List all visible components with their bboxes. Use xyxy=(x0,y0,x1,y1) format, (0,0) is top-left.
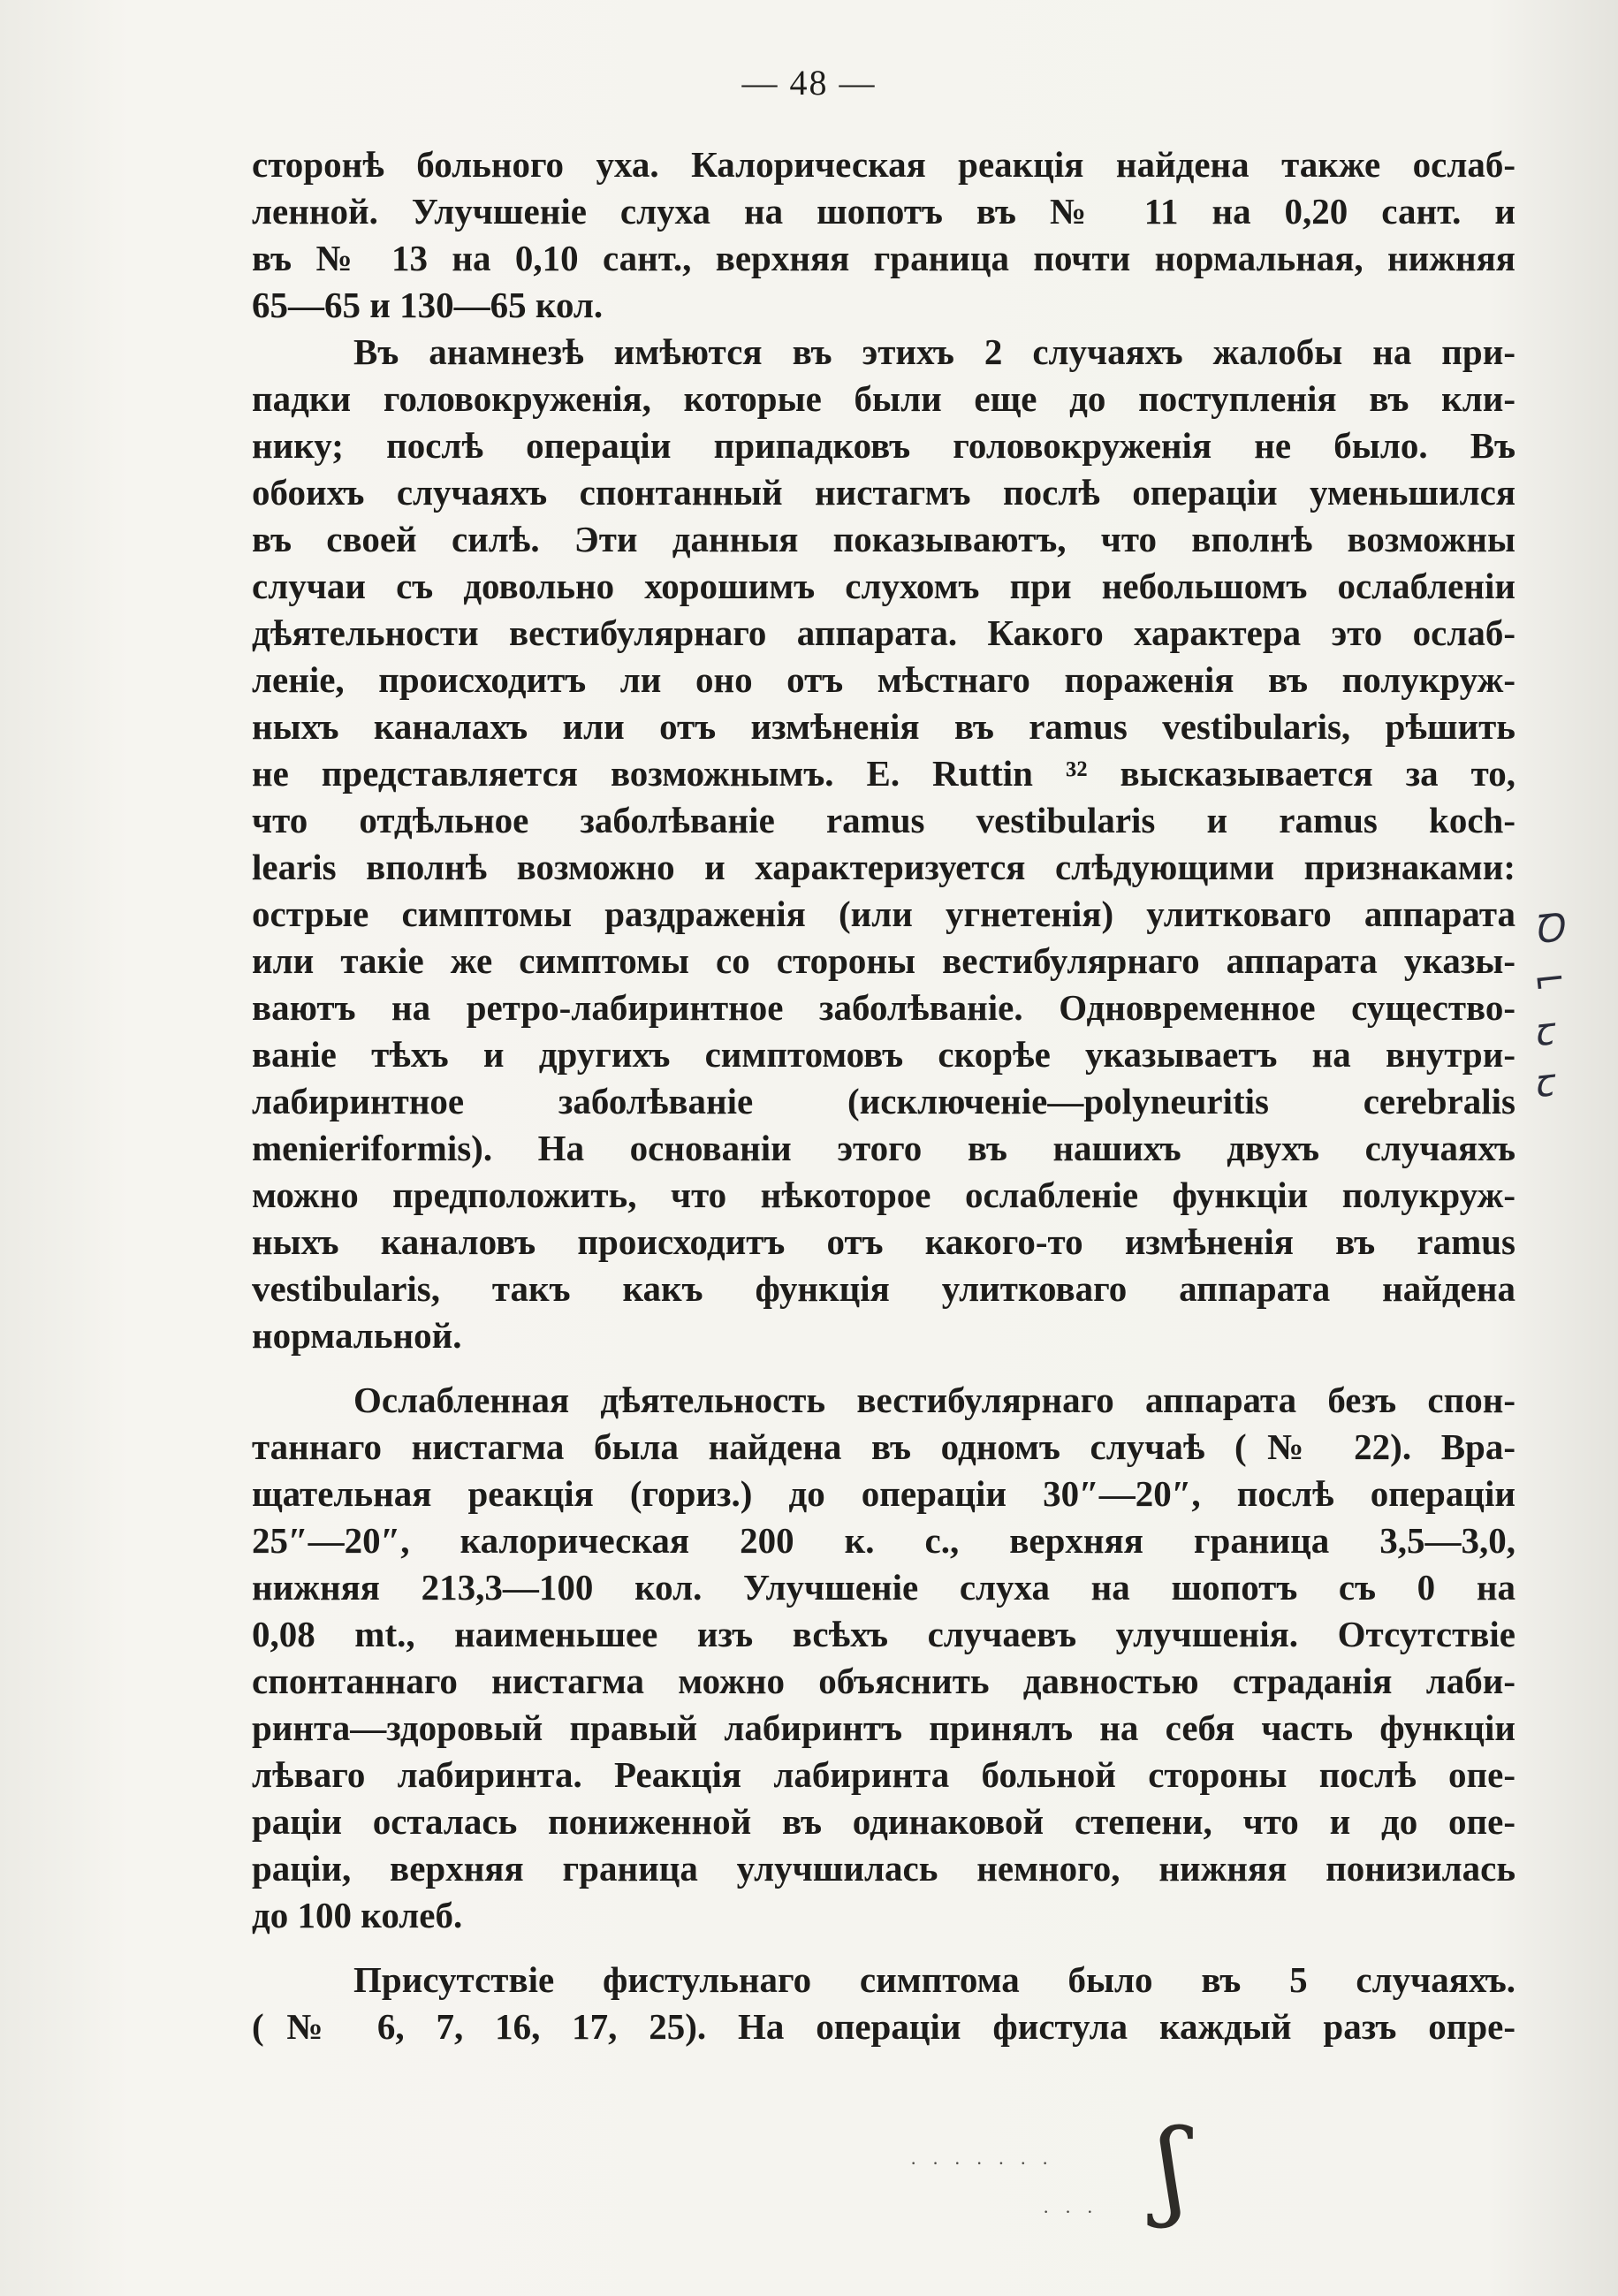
text-line: лѣваго лабиринта. Реакція лабиринта больной стороны послѣ опе- xyxy=(252,1754,1515,1795)
margin-note-mark: ⌐ xyxy=(1531,955,1569,1005)
text-line: menieriformis). На основаніи этого въ нашихъ двухъ случаяхъ xyxy=(252,1128,1515,1168)
stamp-dots-lower: · · · xyxy=(1043,2201,1098,2223)
page-number: — 48 — xyxy=(741,63,877,103)
text-line: Въ анамнезѣ имѣются въ этихъ 2 случаяхъ жалобы на при- xyxy=(353,331,1515,372)
margin-note-mark: ꞇ xyxy=(1531,1060,1555,1107)
text-line: или такіе же симптомы со стороны вестибулярнаго аппарата указы- xyxy=(252,940,1515,981)
text-line: таннаго нистагма была найдена въ одномъ случаѣ (№ 22). Вра- xyxy=(252,1426,1515,1467)
text-line: ленной. Улучшеніе слуха на шопотъ въ № 11 на 0,20 сант. и xyxy=(252,191,1515,232)
text-line: падки головокруженія, которые были еще до поступленія въ кли- xyxy=(252,378,1515,419)
stamp-dots: · · · · · · · xyxy=(910,2152,1054,2174)
text-line: въ № 13 на 0,10 сант., верхняя граница почти нормальная, нижняя xyxy=(252,238,1515,278)
paragraph-gap xyxy=(252,1359,1515,1377)
text-line: ваютъ на ретро-лабиринтное заболѣваніе. Одновременное существо- xyxy=(252,987,1515,1028)
text-line: vestibularis, такъ какъ функція улитковаго аппарата найдена xyxy=(252,1268,1515,1309)
text-line: что отдѣльное заболѣваніе ramus vestibularis и ramus koch- xyxy=(252,800,1515,840)
text-line: Ослабленная дѣятельность вестибулярнаго аппарата безъ спон- xyxy=(353,1380,1515,1420)
text-line: случаи съ довольно хорошимъ слухомъ при небольшомъ ослабленіи xyxy=(252,566,1515,606)
margin-note-mark: Ꝺ xyxy=(1531,905,1566,954)
text-line: ваніе тѣхъ и другихъ симптомовъ скорѣе указываетъ на внутри- xyxy=(252,1034,1515,1075)
text-line: 25″—20″, калорическая 200 к. с., верхняя граница 3,5—3,0, xyxy=(252,1520,1515,1561)
text-line: ныхъ каналахъ или отъ измѣненія въ ramus vestibularis, рѣшить xyxy=(252,706,1515,747)
text-line: острые симптомы раздраженія (или угнетенія) улитковаго аппарата xyxy=(252,893,1515,934)
text-line: ныхъ каналовъ происходитъ отъ какого-то измѣненія въ ramus xyxy=(252,1221,1515,1262)
text-line: обоихъ случаяхъ спонтанный нистагмъ послѣ операціи уменьшился xyxy=(252,472,1515,513)
library-stamp xyxy=(901,2108,1193,2240)
text-line: нику; послѣ операціи припадковъ головокруженія не было. Въ xyxy=(252,425,1515,466)
text-line: спонтаннаго нистагма можно объяснить давностью страданія лаби- xyxy=(252,1661,1515,1701)
text-line: раціи, верхняя граница улучшилась немного, нижняя понизилась xyxy=(252,1848,1515,1889)
text-line: лабиринтное заболѣваніе (исключеніе—polyneuritis cerebralis xyxy=(252,1081,1515,1121)
text-line: нижняя 213,3—100 кол. Улучшеніе слуха на шопотъ съ 0 на xyxy=(252,1567,1515,1608)
text-line: до 100 колеб. xyxy=(252,1895,463,1935)
text-line: можно предположить, что нѣкоторое ослабленіе функціи полукруж- xyxy=(252,1175,1515,1215)
text-line: дѣятельности вестибулярнаго аппарата. Какого характера это ослаб- xyxy=(252,612,1515,653)
text-line: Присутствіе фистульнаго симптома было въ 5 случаяхъ. xyxy=(353,1959,1515,2000)
text-line: щательная реакція (гориз.) до операціи 30″—20″, послѣ операціи xyxy=(252,1473,1515,1514)
text-line: нормальной. xyxy=(252,1315,462,1356)
text-line: ринта—здоровый правый лабиринтъ принялъ на себя часть функціи xyxy=(252,1707,1515,1748)
text-line: 65—65 и 130—65 кол. xyxy=(252,285,604,325)
text-line: не представляется возможнымъ. E. Ruttin ³² высказывается за то, xyxy=(252,753,1515,794)
body-text xyxy=(252,141,1515,2050)
handwritten-margin-note xyxy=(1533,901,1613,1106)
paragraph-gap xyxy=(252,1939,1515,1957)
text-line: въ своей силѣ. Эти данныя показываютъ, что вполнѣ возможны xyxy=(252,519,1515,559)
text-line: раціи осталась пониженной въ одинаковой степени, что и до опе- xyxy=(252,1801,1515,1842)
text-line: 0,08 mt., наименьшее изъ всѣхъ случаевъ улучшенія. Отсутствіе xyxy=(252,1614,1515,1654)
text-line: леніе, происходитъ ли оно отъ мѣстнаго пораженія въ полукруж- xyxy=(252,659,1515,700)
stamp-mark: ʃ xyxy=(1158,2108,1192,2231)
text-line: сторонѣ больного уха. Калорическая реакція найдена также ослаб- xyxy=(252,144,1515,185)
text-line: learis вполнѣ возможно и характеризуется слѣдующими признаками: xyxy=(252,847,1515,887)
margin-note-mark: ꞇ xyxy=(1531,1008,1555,1056)
text-line: (№ 6, 7, 16, 17, 25). На операціи фистула каждый разъ опре- xyxy=(252,2006,1515,2047)
